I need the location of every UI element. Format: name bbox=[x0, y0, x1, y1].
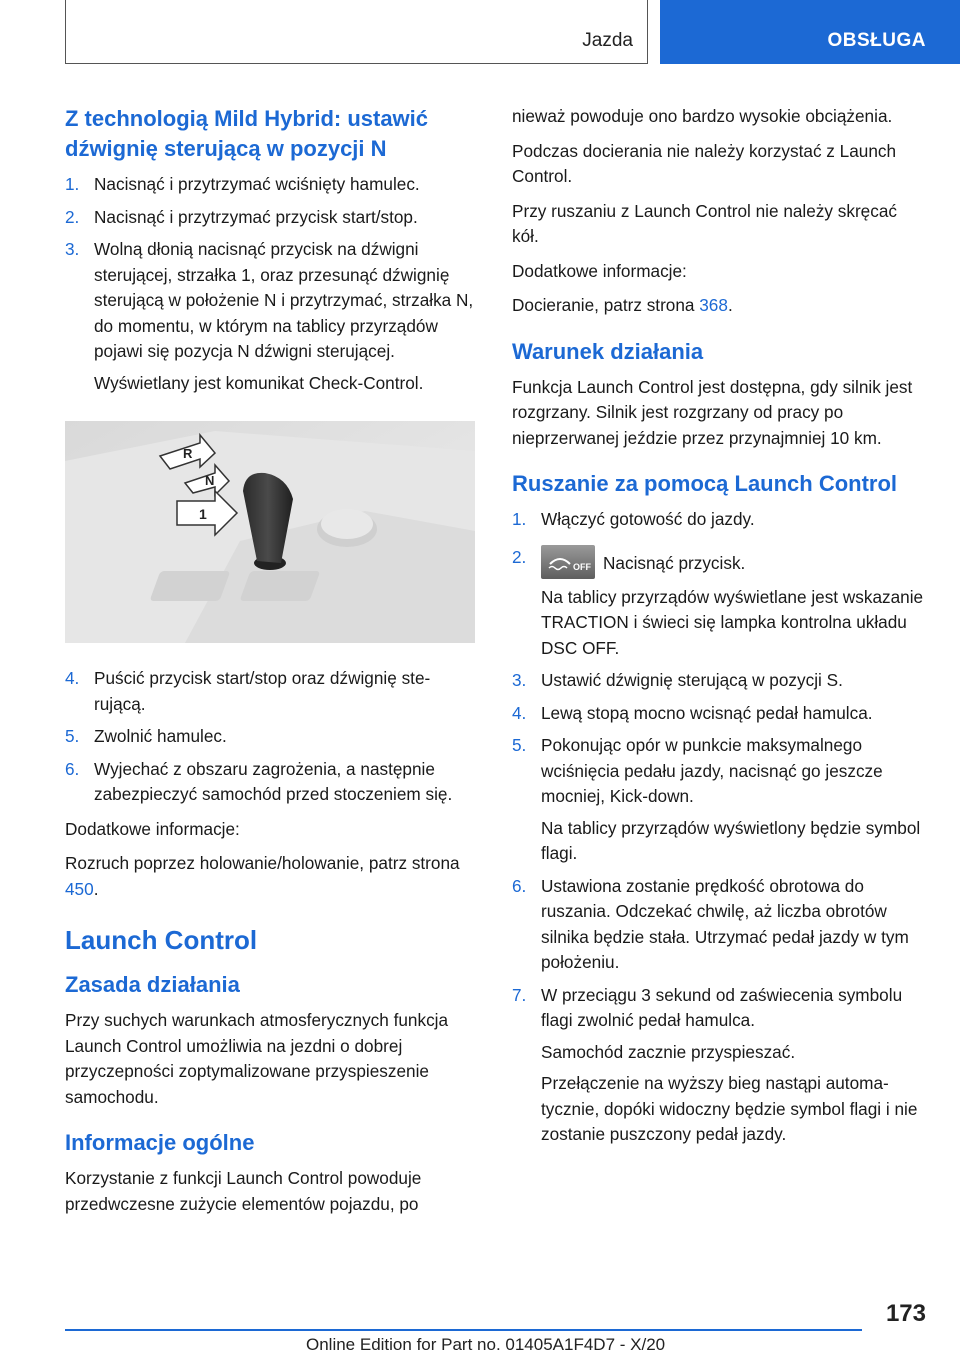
heading-condition: Warunek działania bbox=[512, 338, 704, 364]
footer-edition: Online Edition for Part no. 01405A1F4D7 - X/20 bbox=[306, 1335, 666, 1354]
list-item: 4. Lewą stopą mocno wcisnąć pedał hamulca. bbox=[512, 702, 873, 723]
list-item: 7. W przeciągu 3 sekund od zaświecenia symbolu flagi zwolnić pedał hamulca. Samochód zacznie przyspieszać. Przełączenie na wyższy bieg nastąpi automatycznie, dopóki widoczny będzie symbol flagi i nie zostanie puszczony pedał jazdy. bbox=[512, 984, 918, 1144]
list-item: 3. Wolną dłonią nacisnąć przycisk na dźwigni sterującej, strzałka 1, oraz przesunąć dźwignię sterującą w położenie N i przytrzymać, strzałka N, do momentu, w którym na tablicy przyrządów pojawi się pozycja N dźwigni sterującej. Wyświetlany jest komunikat Check-Control. bbox=[65, 239, 474, 393]
dsc-off-button-icon: OFF bbox=[541, 545, 595, 579]
list-item: 6. Ustawiona zostanie prędkość obrotowa do ruszania. Odczekać chwilę, aż liczba obrotów silnika będzie stała. Utrzymać pedał jazdy w tym położeniu. bbox=[512, 875, 909, 972]
launch-steps-list bbox=[512, 507, 927, 1148]
list-item: 5. Pokonując opór w punkcie maksymalnego wciśnięcia pedału jazdy, nacisnąć go jeszcze mocniej, Kick-down. Na tablicy przyrządów wyświetlony będzie symbol flagi. bbox=[512, 735, 921, 863]
list-item: 6. Wyjechać z obszaru zagrożenia, a następnie zabezpieczyć samochód przed stoczeniem się. bbox=[65, 758, 453, 804]
heading-mild-hybrid: Z technologią Mild Hybrid: ustawić dźwignię sterującą w pozycji N bbox=[65, 106, 429, 161]
heading-launch-control: Launch Control bbox=[65, 925, 258, 955]
heading-launch-start: Ruszanie za pomocą Launch Control bbox=[512, 471, 898, 496]
reference-towing: Rozruch poprzez holowanie/holowanie, patrz strona 450. bbox=[65, 853, 460, 899]
arrow-label-1: 1 bbox=[199, 506, 207, 522]
paragraph-steering: Przy ruszaniu z Launch Control nie należy skręcać kół. bbox=[512, 200, 897, 246]
more-info-label: Dodatkowe informacje: bbox=[65, 818, 240, 839]
header-chapter-label: OBSŁUGA bbox=[827, 30, 926, 51]
page-link-450[interactable]: 450 bbox=[65, 878, 94, 899]
paragraph-general-info: Korzystanie z funkcji Launch Control powoduje przedwczesne zużycie elementów pojazdu, po bbox=[65, 1168, 422, 1214]
list-item: 2. Nacisnąć i przytrzymać przycisk start/stop. bbox=[65, 206, 418, 227]
header-chapter-tab bbox=[660, 0, 960, 64]
list-item: 1. Nacisnąć i przytrzymać wciśnięty hamulec. bbox=[65, 174, 420, 194]
list-item: 4. Puścić przycisk start/stop oraz dźwignię sterującą. bbox=[65, 668, 431, 714]
list-item: 1. Włączyć gotowość do jazdy. bbox=[512, 509, 755, 529]
arrow-label-r: R bbox=[183, 446, 193, 461]
list-item: 3. Ustawić dźwignię sterującą w pozycji S. bbox=[512, 670, 843, 690]
paragraph-break-in: Podczas docierania nie należy korzystać z Launch Control. bbox=[512, 140, 897, 186]
reference-break-in: Docieranie, patrz strona 368. bbox=[512, 295, 733, 315]
paragraph-principle: Przy suchych warunkach atmosferycznych funkcja Launch Control umożliwia na jezdni o dobrej przyczepności zoptymalizowane przyspieszenie samochodu. bbox=[65, 1010, 449, 1107]
left-column bbox=[65, 104, 475, 1226]
right-column bbox=[512, 104, 927, 1157]
paragraph-continued: nieważ powoduje ono bardzo wysokie obciążenia. bbox=[512, 106, 893, 126]
list-item: 5. Zwolnić hamulec. bbox=[65, 726, 227, 746]
header-section-tab bbox=[65, 0, 648, 64]
header-section-label: Jazda bbox=[582, 30, 633, 51]
steps-list-2 bbox=[65, 666, 475, 808]
more-info-label: Dodatkowe informacje: bbox=[512, 260, 687, 281]
page-number: 173 bbox=[885, 1300, 926, 1327]
footer-divider bbox=[65, 1329, 862, 1331]
heading-general-info: Informacje ogólne bbox=[65, 1130, 255, 1155]
heading-principle: Zasada działania bbox=[65, 972, 240, 997]
paragraph-condition: Funkcja Launch Control jest dostępna, gdy silnik jest rozgrzany. Silnik jest rozgrzany od pracy po nieprzerwanej jeździe przez przynajmniej 10 km. bbox=[512, 376, 913, 448]
arrow-label-n: N bbox=[205, 473, 215, 488]
gear-selector-illustration bbox=[65, 421, 475, 643]
page-link-368[interactable]: 368 bbox=[699, 295, 728, 315]
steps-list-1 bbox=[65, 172, 475, 396]
list-item: 2. OFF Nacisnąć przycisk. Na tablicy przyrządów wyświetlane jest wskazanie TRACTION i świeci się lampka kontrolna układu DSC OFF. bbox=[512, 546, 924, 658]
